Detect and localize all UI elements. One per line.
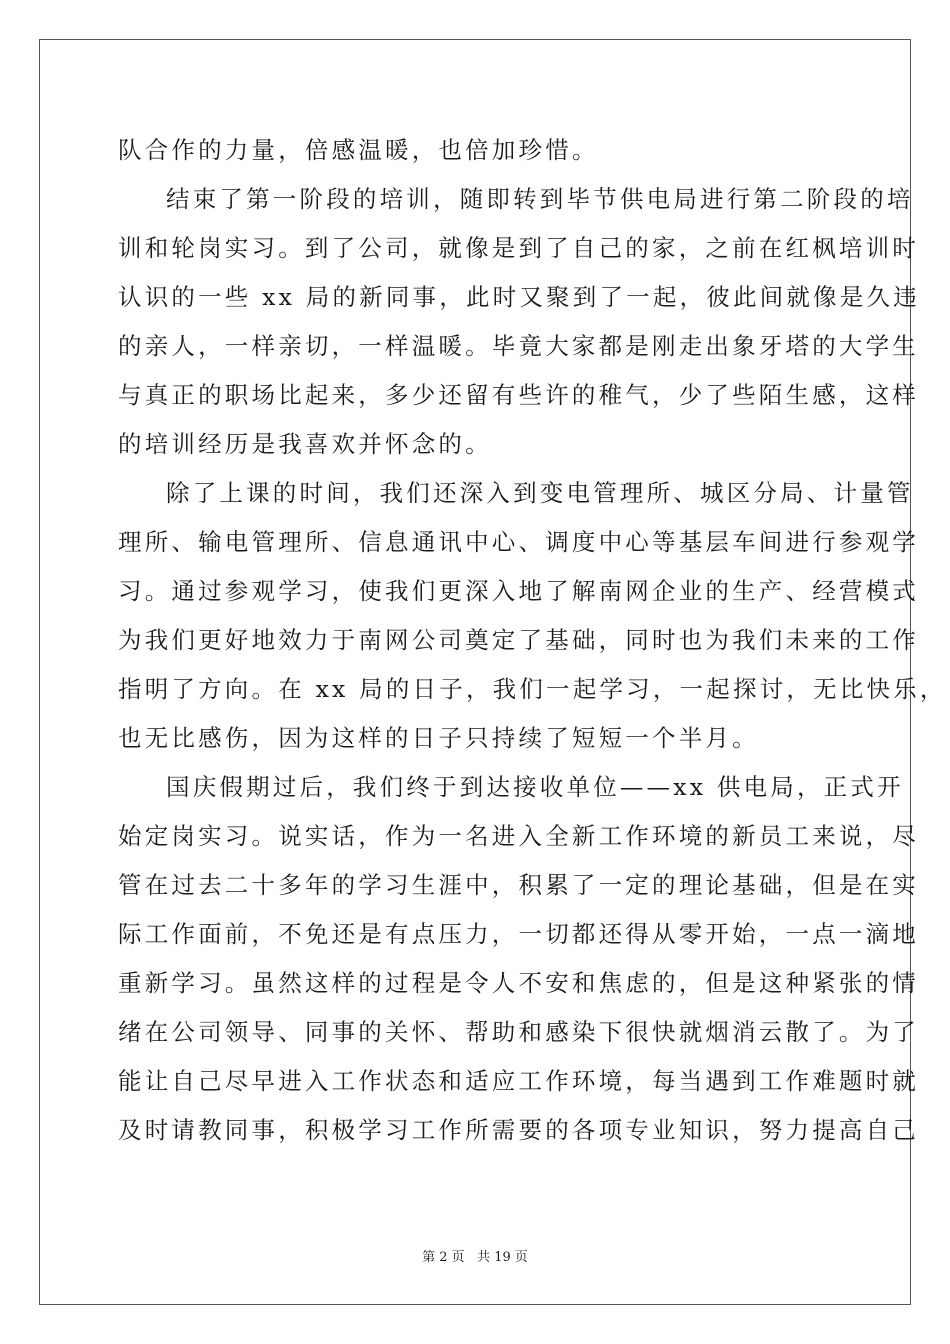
- text-line: 管在过去二十多年的学习生涯中，积累了一定的理论基础，但是在实: [118, 871, 919, 899]
- text-line: 训和轮岗实习。到了公司，就像是到了自己的家，之前在红枫培训时: [118, 234, 919, 262]
- text-line: 的培训经历是我喜欢并怀念的。: [118, 430, 492, 458]
- text-line: 际工作面前，不免还是有点压力，一切都还得从零开始，一点一滴地: [118, 920, 919, 948]
- text-line: 也无比感伤，因为这样的日子只持续了短短一个半月。: [118, 724, 759, 752]
- text-line: 习。通过参观学习，使我们更深入地了解南网企业的生产、经营模式: [118, 577, 919, 605]
- text-line: 为我们更好地效力于南网公司奠定了基础，同时也为我们未来的工作: [118, 626, 919, 654]
- text-line: 绪在公司领导、同事的关怀、帮助和感染下很快就烟消云散了。为了: [118, 1018, 919, 1046]
- text-line: 队合作的力量，倍感温暖，也倍加珍惜。: [118, 136, 599, 164]
- text-line: 能让自己尽早进入工作状态和适应工作环境，每当遇到工作难题时就: [118, 1067, 919, 1095]
- text-line: 重新学习。虽然这样的过程是令人不安和焦虑的，但是这种紧张的情: [118, 969, 919, 997]
- document-body: [118, 126, 947, 1155]
- text-line: 及时请教同事，积极学习工作所需要的各项专业知识，努力提高自己: [118, 1116, 919, 1144]
- text-line: 认识的一些 xx 局的新同事，此时又聚到了一起，彼此间就像是久违: [118, 283, 920, 311]
- text-line: 结束了第一阶段的培训，随即转到毕节供电局进行第二阶段的培: [166, 185, 914, 213]
- text-line: 的亲人，一样亲切，一样温暖。毕竟大家都是刚走出象牙塔的大学生: [118, 332, 919, 360]
- text-line: 始定岗实习。说实话，作为一名进入全新工作环境的新员工来说，尽: [118, 822, 919, 850]
- page-number-footer: 第 2 页 共 19 页: [422, 1250, 528, 1265]
- text-line: 与真正的职场比起来，多少还留有些许的稚气，少了些陌生感，这样: [118, 381, 919, 409]
- text-line: 国庆假期过后，我们终于到达接收单位——xx 供电局，正式开: [166, 773, 904, 801]
- text-line: 除了上课的时间，我们还深入到变电管理所、城区分局、计量管: [166, 479, 914, 507]
- text-line: 指明了方向。在 xx 局的日子，我们一起学习，一起探讨，无比快乐，: [118, 675, 947, 703]
- text-line: 理所、输电管理所、信息通讯中心、调度中心等基层车间进行参观学: [118, 528, 919, 556]
